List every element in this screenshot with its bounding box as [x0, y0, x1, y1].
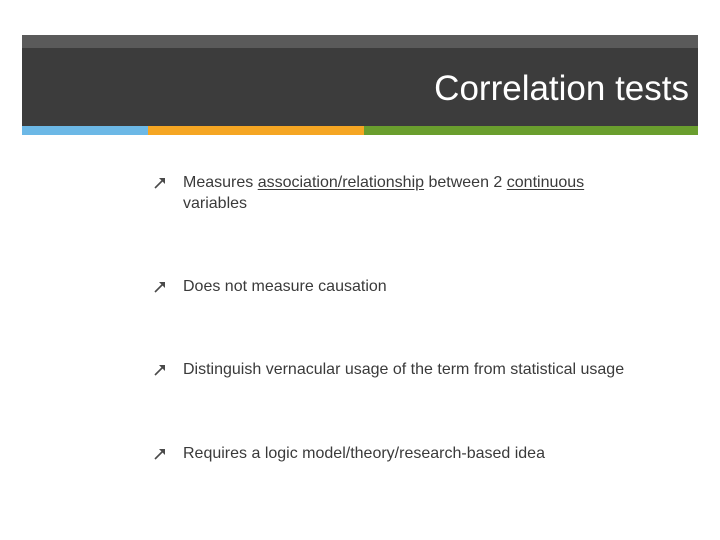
bullet-text-segment: Distinguish vernacular usage of the term from statistical usage — [183, 361, 625, 378]
underlined-term: continuous — [506, 174, 585, 191]
bullet-text — [183, 359, 693, 380]
bullet-text-segment: Requires a logic model/theory/research-based idea — [183, 445, 545, 462]
bullet-text-segment: Measures — [183, 174, 258, 191]
bullet-text-segment: between 2 — [424, 174, 507, 191]
arrow-up-right-icon — [152, 175, 168, 191]
bullet-text — [183, 443, 693, 464]
slide-title: Correlation tests — [434, 69, 689, 108]
underlined-term: association/relationship — [257, 174, 425, 191]
bullet-text-segment: Does not measure causation — [183, 278, 387, 295]
bullet-text — [183, 172, 693, 214]
bullet-text-segment: variables — [183, 195, 248, 212]
arrow-up-right-icon — [152, 279, 168, 295]
arrow-up-right-icon — [152, 362, 168, 378]
arrow-up-right-icon — [152, 446, 168, 462]
bullet-text — [183, 276, 693, 297]
